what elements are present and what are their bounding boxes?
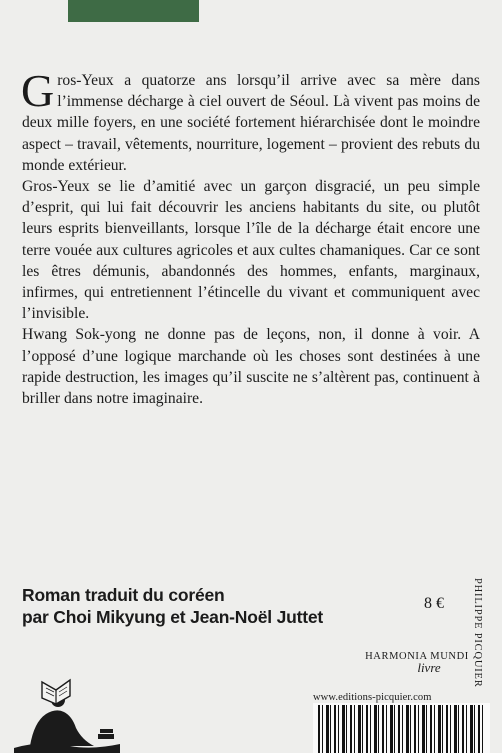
barcode-icon [318,705,485,753]
dropcap-letter: G [21,65,55,116]
blurb-paragraph-1-text: ros-Yeux a quatorze ans lorsqu’il arrive avec sa mère dans l’immense décharge à ciel ouvert de Séoul. Là vivent pas moins de deux mille foyers, en une société fortement hiérarchisée dont le moindre aspect – travail, vêtements, nourriture, logement – provient des rebuts du monde extérieur. [22,72,480,174]
distributor-name: HARMONIA MUNDI [365,651,469,662]
translation-line-1: Roman traduit du coréen [22,585,225,605]
back-cover-blurb [21,65,480,409]
translation-line-2: par Choi Mikyung et Jean-Noël Juttet [22,607,324,627]
distributor-logo [362,651,472,676]
blurb-paragraph-1 [21,65,480,176]
reading-figure-logo-icon [12,662,124,753]
blurb-paragraph-3: Hwang Sok-yong ne donne pas de leçons, non, il donne à voir. A l’opposé d’une logique marchande où les choses sont destinées à une rapide destruction, les images qu’il suscite ne s’altèrent pas, continuent à briller dans notre imaginaire. [22,326,480,408]
price-label: 8 € [424,595,444,612]
blurb-paragraph-2: Gros-Yeux se lie d’amitié avec un garçon disgracié, un peu simple d’esprit, qui lui fait découvrir les anciens habitants du site, ou plutôt leurs esprits bienveillants, lorsque l’île de la décharge était encore une terre vouée aux cultures agricoles et aux cultes chamaniques. Car ce sont les êtres démunis, abandonnés des hommes, enfants, marginaux, infirmes, qui entretiennent l’étincelle du vivant et communiquent avec l’invisible. [22,178,480,323]
cover-color-tab [68,0,199,22]
publisher-spine-text: PHILIPPE PICQUIER [472,578,483,688]
website-url: www.editions-picquier.com [313,692,432,703]
translation-credit [22,584,323,628]
distributor-sub: livre [417,660,441,675]
